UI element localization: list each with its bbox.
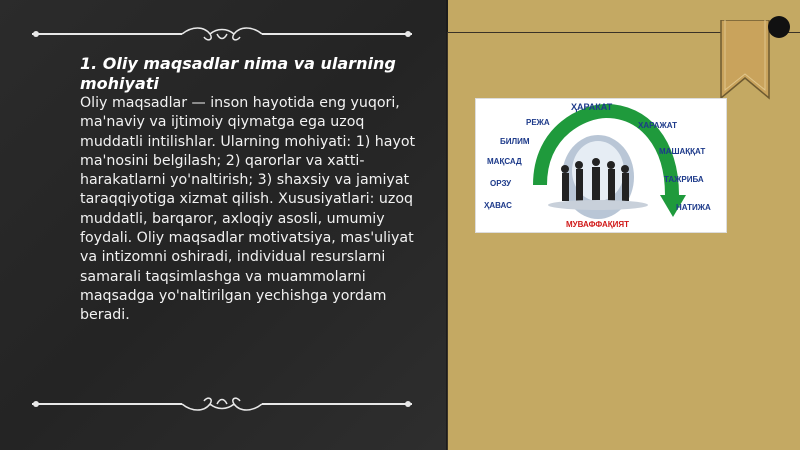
frame-line-left	[447, 32, 448, 450]
bottom-ornament	[32, 390, 412, 414]
success-diagram	[475, 98, 727, 233]
word-maqsad: МАҚСАД	[487, 157, 522, 166]
word-mashaqqat: МАШАҚҚАТ	[659, 147, 706, 156]
word-harakat: ҲАРАКАТ	[571, 102, 613, 112]
slide-body-text: Oliy maqsadlar — inson hayotida eng yuqori, ma'naviy va ijtimoiy qiymatga ega uzoq muddatli intilishlar. Ularning mohiyati: 1) hayot ma'nosini belgilash; 2) qarorlar va xatti-harakatlarni yo'naltirish; 3) shaxsiy va jamiyat taraqqiyotiga xizmat qilish. Xususiyatlari: uzoq muddatli, barqaror, axloqiy asosli, umumiy foydali. Oliy maqsadlar motivatsiya, mas'uliyat va intizomni oshiradi, individual resurslarni samarali taqsimlashga va muammolarni maqsadga yo'naltirilgan yechishga yordam beradi.	[80, 95, 416, 324]
word-muvaffaqiyat: МУВАФФАҚИЯТ	[566, 220, 629, 229]
corner-pin	[768, 16, 790, 38]
word-bilim: БИЛИМ	[500, 137, 530, 146]
word-natija: НАТИЖА	[676, 203, 711, 212]
word-orzu: ОРЗУ	[490, 179, 512, 188]
word-xarajat: ХАРАЖАТ	[638, 121, 678, 130]
top-ornament	[32, 22, 412, 46]
word-reja: РЕЖА	[526, 118, 550, 127]
slide-title: 1. Oliy maqsadlar nima va ularning mohiyati	[80, 54, 396, 93]
bookmark-ribbon	[719, 20, 771, 100]
word-havas: ҲАВАС	[484, 201, 512, 210]
word-tajriba: ТАЖРИБА	[664, 175, 704, 184]
